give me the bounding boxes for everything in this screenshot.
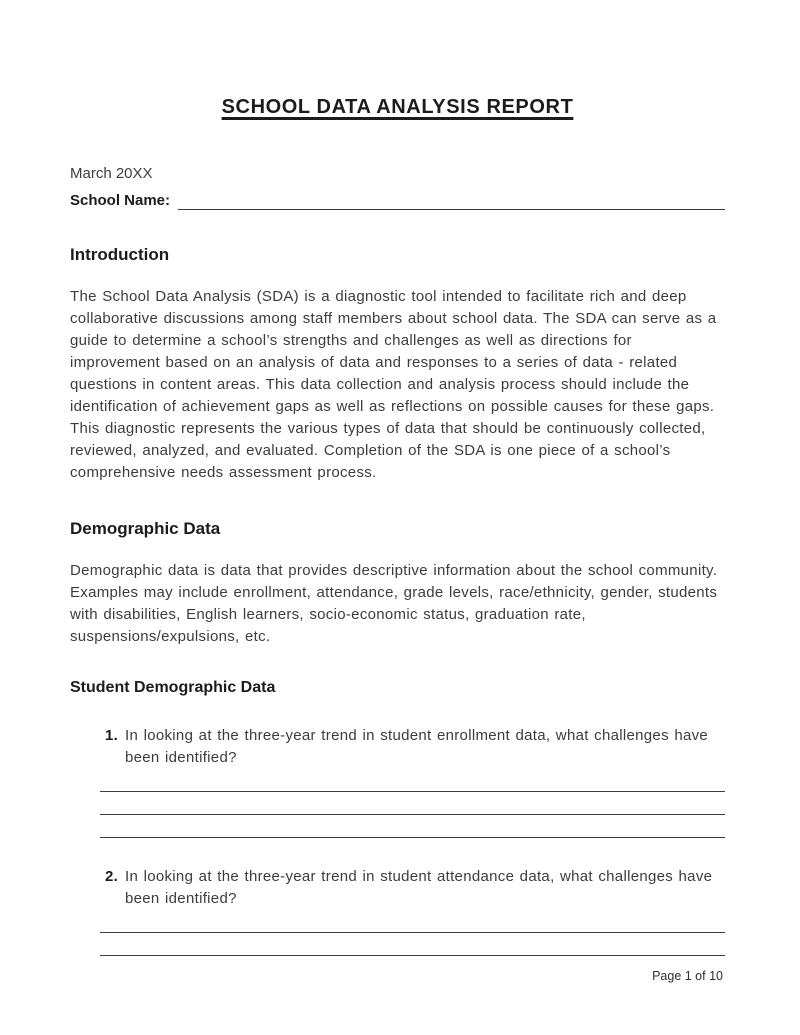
section-heading-introduction: Introduction <box>70 245 170 264</box>
page-footer <box>652 969 723 983</box>
answer-line <box>100 815 725 838</box>
answer-line <box>100 933 725 956</box>
document-title: SCHOOL DATA ANALYSIS REPORT <box>221 96 574 118</box>
question-2-text: In looking at the three-year trend in student attendance data, what challenges have been identified? <box>125 868 713 907</box>
section-heading-demographic-data: Demographic Data <box>70 519 221 538</box>
answer-line <box>100 769 725 792</box>
answer-line <box>100 910 725 933</box>
answer-line <box>100 792 725 815</box>
question-2 <box>70 866 725 910</box>
date-line: March 20XX <box>70 165 153 182</box>
school-name-row <box>70 192 725 210</box>
introduction-paragraph: The School Data Analysis (SDA) is a diagnostic tool intended to facilitate rich and deep collaborative discussions among staff members about school data. The SDA can serve as a guide to determine a school’s strengths and challenges as well as directions for improvement based on an analysis of data and responses to a series of data - related questions in content areas. This data collection and analysis process should include the identification of achievement gaps as well as reflections on possible causes for these gaps. This diagnostic represents the various types of data that should be continuously collected, reviewed, analyzed, and evaluated. Completion of the SDA is one piece of a school’s comprehensive needs assessment process. <box>70 288 717 481</box>
school-name-label: School Name: <box>70 192 171 209</box>
school-name-blank-line <box>178 193 725 210</box>
question-2-number: 2. <box>105 868 119 885</box>
question-1-number: 1. <box>105 727 119 744</box>
page-indicator: Page 1 of 10 <box>652 969 723 983</box>
question-2-answer-lines <box>100 910 725 956</box>
demographic-data-paragraph: Demographic data is data that provides descriptive information about the school community. Examples may include enrollment, attendance, grade levels, race/ethnicity, gender, students with disabilities, English learners, socio-economic status, graduation rate, suspensions/expulsions, etc. <box>70 562 718 645</box>
question-1-text: In looking at the three-year trend in student enrollment data, what challenges have been identified? <box>125 727 709 766</box>
section-heading-student-demographic-data: Student Demographic Data <box>70 679 276 696</box>
question-1-answer-lines <box>100 769 725 838</box>
question-1 <box>70 725 725 769</box>
